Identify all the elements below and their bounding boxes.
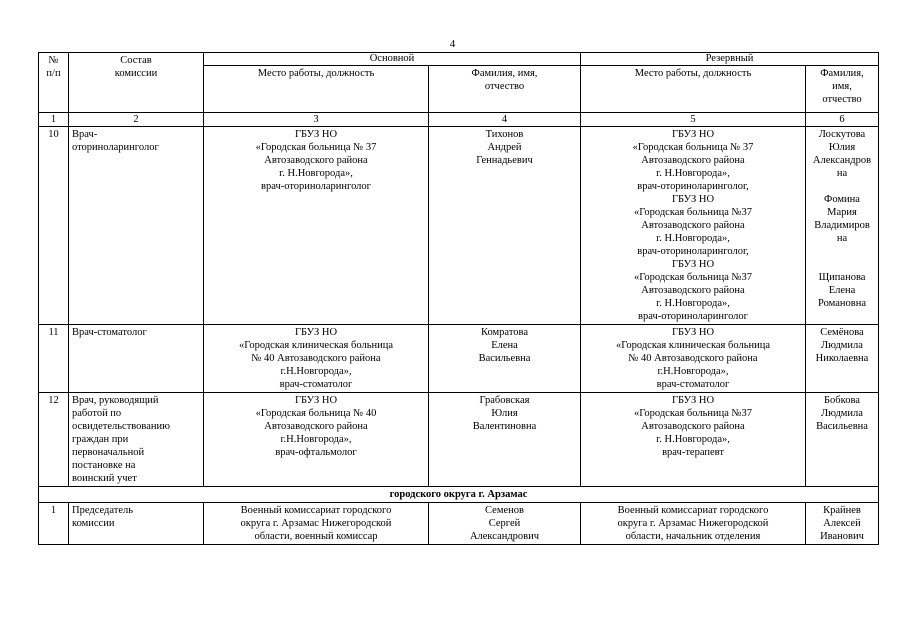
row-role: Врач, руководящий работой по освидетельствованию граждан при первоначальной постановке на воинский учет	[69, 393, 204, 487]
row-reserve-workplace: ГБУЗ НО «Городская больница № 37 Автозаводского района г. Н.Новгорода», врач-оториноларинголог, ГБУЗ НО «Городская больница №37 Автозаводского района г. Н.Новгорода», врач-оториноларинголог, ГБУЗ НО «Городская больница №37 Автозаводского района г. Н.Новгорода», врач-оториноларинголог	[581, 127, 806, 325]
row-main-fio: Тихонов Андрей Геннадьевич	[429, 127, 581, 325]
header-main: Основной	[204, 53, 581, 66]
header-main-fio: Фамилия, имя, отчество	[429, 66, 581, 113]
commission-table	[38, 52, 879, 545]
header-main-workplace: Место работы, должность	[204, 66, 429, 113]
row-main-workplace: ГБУЗ НО «Городская больница № 37 Автозаводского района г. Н.Новгорода», врач-оториноларинголог	[204, 127, 429, 325]
row-number: 12	[39, 393, 69, 487]
row-main-fio: Грабовская Юлия Валентиновна	[429, 393, 581, 487]
header-num: № п/п	[39, 53, 69, 113]
row-number: 11	[39, 325, 69, 393]
row-reserve-workplace: Военный комиссариат городского округа г. Арзамас Нижегородской области, начальник отделения	[581, 503, 806, 545]
row-main-workplace: Военный комиссариат городского округа г. Арзамас Нижегородской области, военный комиссар	[204, 503, 429, 545]
header-composition: Состав комиссии	[69, 53, 204, 113]
column-index: 3	[204, 113, 429, 127]
row-number: 10	[39, 127, 69, 325]
header-reserve-workplace: Место работы, должность	[581, 66, 806, 113]
header-reserve: Резервный	[581, 53, 879, 66]
table-row	[39, 127, 879, 325]
row-reserve-workplace: ГБУЗ НО «Городская больница №37 Автозаводского района г. Н.Новгорода», врач-терапевт	[581, 393, 806, 487]
header-row-1	[39, 53, 879, 66]
row-reserve-workplace: ГБУЗ НО «Городская клиническая больница № 40 Автозаводского района г.Н.Новгорода», врач-стоматолог	[581, 325, 806, 393]
section-row	[39, 487, 879, 503]
row-role: Врач- оториноларинголог	[69, 127, 204, 325]
row-main-workplace: ГБУЗ НО «Городская больница № 40 Автозаводского района г.Н.Новгорода», врач-офтальмолог	[204, 393, 429, 487]
column-index: 1	[39, 113, 69, 127]
table-row	[39, 393, 879, 487]
table-row	[39, 325, 879, 393]
page-number: 4	[449, 38, 456, 50]
row-main-fio: Комратова Елена Васильевна	[429, 325, 581, 393]
column-index: 2	[69, 113, 204, 127]
column-index: 6	[806, 113, 879, 127]
section-title: городского округа г. Арзамас	[39, 487, 879, 503]
row-number: 1	[39, 503, 69, 545]
column-index: 4	[429, 113, 581, 127]
row-reserve-fio: Бобкова Людмила Васильевна	[806, 393, 879, 487]
table-row	[39, 503, 879, 545]
row-main-workplace: ГБУЗ НО «Городская клиническая больница № 40 Автозаводского района г.Н.Новгорода», врач-стоматолог	[204, 325, 429, 393]
column-index-row	[39, 113, 879, 127]
row-reserve-fio: Лоскутова Юлия Александров на Фомина Мария Владимиров на Щипанова Елена Романовна	[806, 127, 879, 325]
row-role: Врач-стоматолог	[69, 325, 204, 393]
header-reserve-fio: Фамилия, имя, отчество	[806, 66, 879, 113]
row-reserve-fio: Крайнев Алексей Иванович	[806, 503, 879, 545]
row-role: Председатель комиссии	[69, 503, 204, 545]
row-main-fio: Семенов Сергей Александрович	[429, 503, 581, 545]
column-index: 5	[581, 113, 806, 127]
row-reserve-fio: Семёнова Людмила Николаевна	[806, 325, 879, 393]
